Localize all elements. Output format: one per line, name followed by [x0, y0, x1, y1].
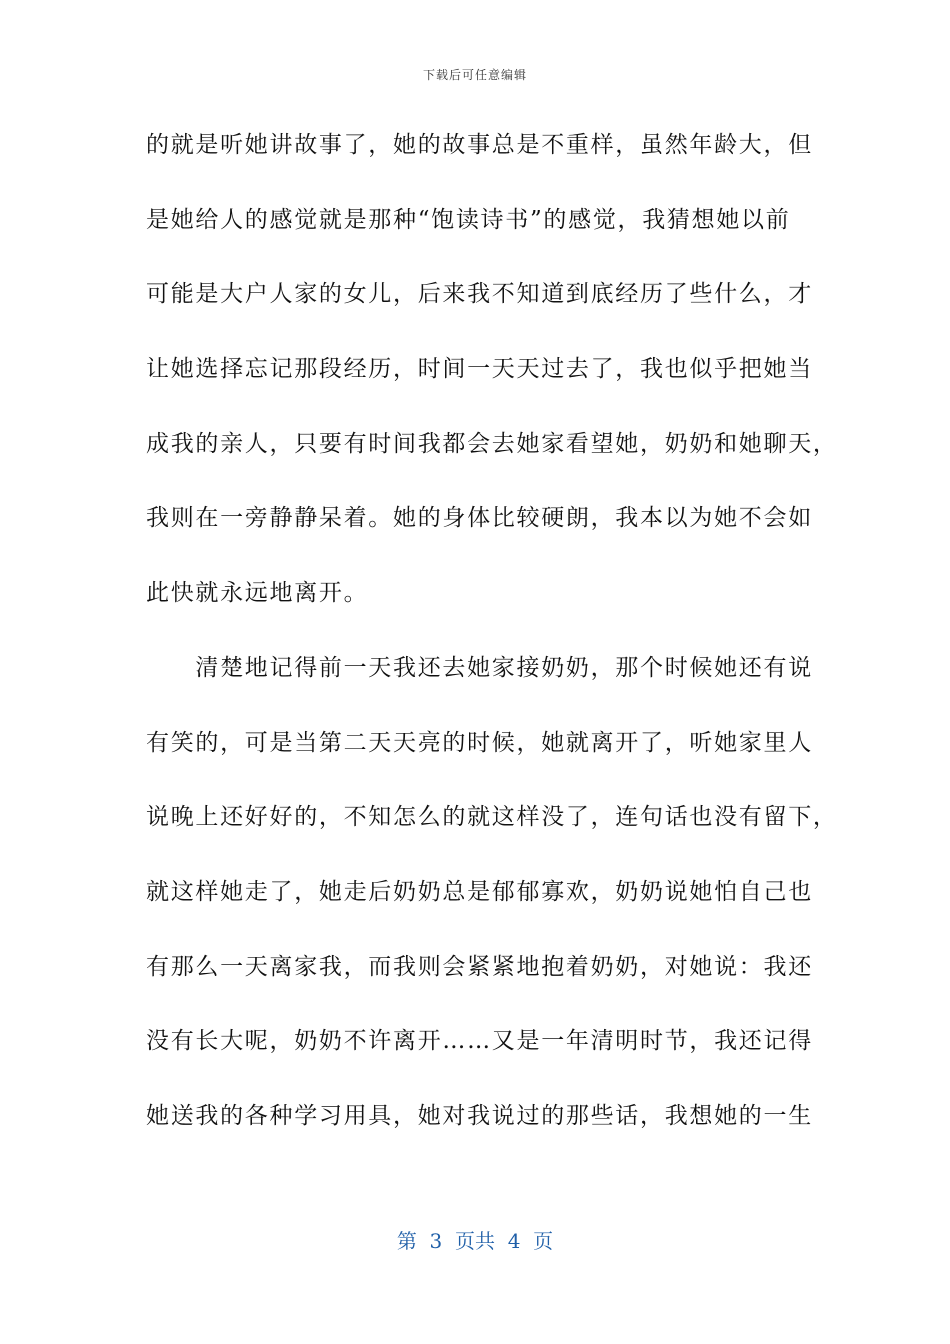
text-line-14: 她送我的各种学习用具，她对我说过的那些话，我想她的一生	[146, 1102, 813, 1129]
text-line-9: 有笑的，可是当第二天天亮的时候，她就离开了，听她家里人	[146, 729, 813, 756]
text-line-1: 的就是听她讲故事了，她的故事总是不重样，虽然年龄大，但	[146, 132, 813, 158]
document-body	[146, 122, 838, 1168]
text-line-12: 有那么一天离家我，而我则会紧紧地抱着奶奶，对她说：我还	[146, 953, 813, 980]
text-line-10: 说晚上还好好的，不知怎么的就这样没了，连句话也没有留下，	[146, 804, 838, 831]
text-line-5: 成我的亲人，只要有时间我都会去她家看望她，奶奶和她聊天，	[146, 430, 838, 457]
text-line-4: 让她选择忘记那段经历，时间一天天过去了，我也似乎把她当	[146, 356, 813, 383]
text-line-8: 清楚地记得前一天我还去她家接奶奶，那个时候她还有说	[146, 654, 813, 681]
page-footer: 第 3 页共 4 页	[396, 1229, 554, 1253]
text-line-11: 就这样她走了，她走后奶奶总是郁郁寡欢，奶奶说她怕自己也	[146, 878, 813, 905]
text-line-3: 可能是大户人家的女儿，后来我不知道到底经历了些什么，才	[146, 281, 813, 308]
text-line-2: 是她给人的感觉就是那种“饱读诗书”的感觉，我猜想她以前	[146, 206, 791, 233]
text-line-6: 我则在一旁静静呆着。她的身体比较硬朗，我本以为她不会如	[146, 505, 813, 532]
page-header: 下载后可任意编辑	[422, 68, 527, 82]
text-line-13: 没有长大呢，奶奶不许离开……又是一年清明时节，我还记得	[146, 1028, 813, 1055]
text-line-7: 此快就永远地离开。	[146, 580, 369, 607]
